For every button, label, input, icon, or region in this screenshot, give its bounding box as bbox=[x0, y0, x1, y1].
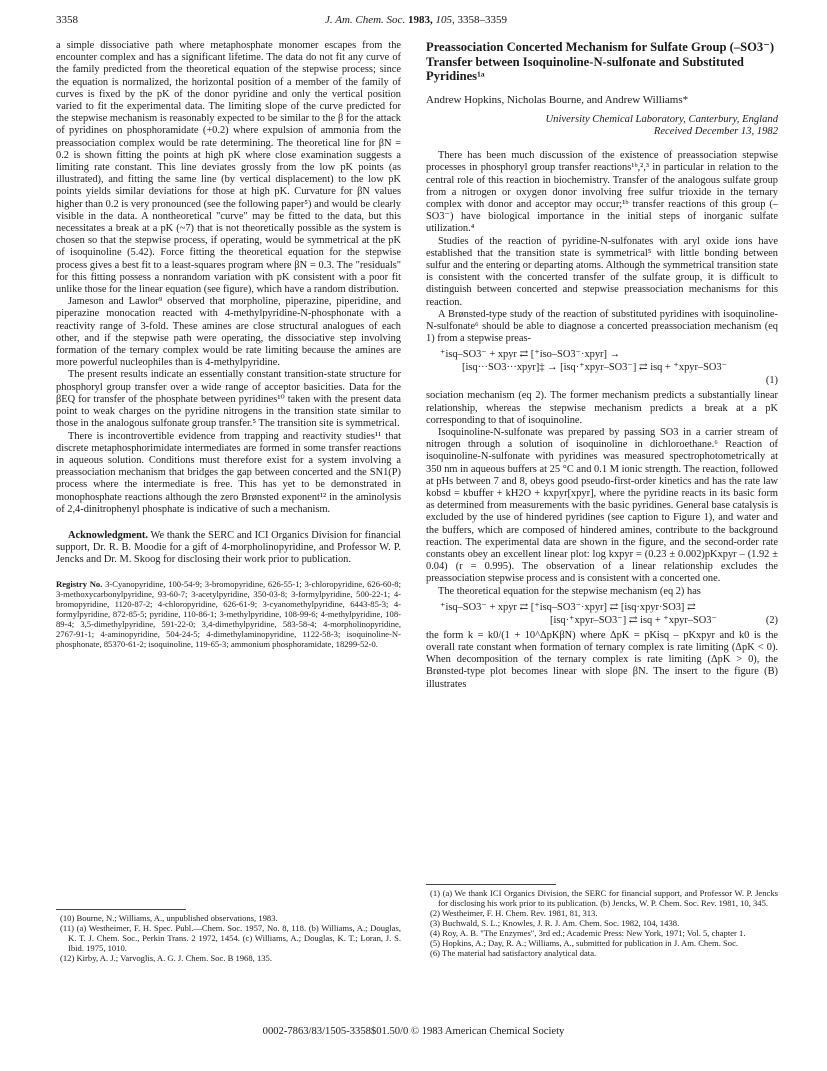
equation-1 bbox=[440, 348, 778, 387]
equation-2-line-2: [isq·⁺xpyr–SO3⁻] ⇄ isq + ⁺xpyr–SO3⁻ bbox=[550, 614, 717, 626]
right-footnotes bbox=[426, 884, 778, 958]
article-affiliation: University Chemical Laboratory, Canterbury, England bbox=[545, 113, 778, 125]
acknowledgment bbox=[56, 530, 401, 567]
right-paragraph-2: Studies of the reaction of pyridine-N-sulfonates with aryl oxide ions have established that the transition state is symmetrical⁵ with little bonding between sulfur and the entering or departing atoms. Although the symmetrical transition state is consistent with the concerted transfer of the sulfate group, it is difficult to distinguish between concerted and stepwise preassociation mechanisms for this reaction. bbox=[426, 235, 778, 308]
left-paragraph-3: The present results indicate an essentially constant transition-state structure for phosphoryl group transfer over a wide range of acceptor basicities. Data for the βEQ for transfer of the phosphate between pyridines¹⁰ taken with the present data point to weak charges on the pyridine nitrogens in the transition state similar to those in the analogous sulfonate group transfer.⁵ The transition site is symmetrical. bbox=[56, 369, 401, 430]
left-paragraph-1: a simple dissociative path where metaphosphate monomer escapes from the encounter complex and has a significant lifetime. The data do not fit any curve of the family predicted from the theoretical equation of the stepwise process; since the equation is normalized, the horizontal position of a member of the family of curves is fixed by the pK of the donor pyridine and only the vertical position varied to fit the experimental data. The limiting slope of the curve predicted for the stepwise mechanism is reasonably expected to be similar to the β for the attack of pyridines on phosphoramidate (+0.2) where expulsion of ammonia from the preassociation complex would be rate determining. The theoretical line for βN = 0.2 is shown fitting the points at high pK where close examination suggests a limiting rate constant. This line deviates grossly from the low pK points (as illustrated), and fitting the same line (by vertical displacement) to the low pK points yields similar deviations for those at high pK. Curvature for βN values higher than 0.2 is very pronounced (see the following paper⁵) and would be clearly visible in the data. A nontheoretical "curve" may be fitted to the data, but this necessitates a break at a pK (~7) that is not theoretically possible as the system is chosen so that the stepwise process, if operating, would be symmetrical at the pK of isoquinoline (5.42). Force fitting the theoretical equation for the stepwise process gives a best fit to a least-squares program where βN = 0.3. The "residuals" for this fitting possess a nonrandom variation with pK consistent with a poor fit unlike those for the linear equation (see figure), which have a random distribution. bbox=[56, 40, 401, 296]
acknowledgment-text: We thank the SERC and ICI Organics Division for financial support, Dr. R. B. Moodie for a gift of 4-morpholinopyridine, and Professor W. P. Jencks and Dr. M. Skoog for disclosing their work prior to publication. bbox=[56, 529, 401, 566]
footnote-1: (1) (a) We thank ICI Organics Division, the SERC for financial support, and Professor W. P. Jencks for disclosing his work prior to its publication. (b) Jencks, W. P. Chem. Soc. Rev. 1981, 10, 345. bbox=[430, 888, 778, 908]
footnote-3: (3) Buchwald, S. L.; Knowles, J. R. J. Am. Chem. Soc. 1982, 104, 1438. bbox=[430, 918, 680, 928]
footnote-4: (4) Roy, A. B. "The Enzymes", 3rd ed.; Academic Press: New York, 1971; Vol. 5, chapter 1. bbox=[430, 928, 746, 938]
registry-text: 3-Cyanopyridine, 100-54-9; 3-bromopyridine, 626-55-1; 3-chloropyridine, 626-60-8; 3-methoxycarbonylpyridine, 93-60-7; 3-acetylpyridine, 350-03-8; 3-formylpyridine, 500-22-1; 4-bromopyridine, 1120-87-2; 4-chloropyridine, 626-61-9; 3-cyanomethylpyridine, 6443-85-3; 4-formylpyridine, 872-85-5; pyridine, 110-86-1; 3-methylpyridine, 108-99-6; 4-methylpyridine, 108-89-4; 3,5-dimethylpyridine, 591-22-0; 3,4-dimethylpyridine, 583-58-4; 4-morpholinopyridine, 2767-91-1; 4-aminopyridine, 504-24-5; 4-dimethylaminopyridine, 1122-58-3; isoquinoline-N-phosphonate, 85370-61-2; isoquinoline, 119-65-3; ammonium phosphoramidate, 18299-52-0. bbox=[56, 578, 401, 650]
right-paragraph-5: Isoquinoline-N-sulfonate was prepared by passing SO3 in a carrier stream of nitrogen through a solution of isoquinoline in dichloroethane.⁶ Reaction of isoquinoline-N-sulfonate with pyridines was measured spectrophotometrically at 350 nm in aqueous buffers at 25 °C and 0.1 M ionic strength. The reaction, followed at pHs between 7 and 8, obeys good pseudo-first-order kinetics and has the rate law kobsd = kbuffer + kH2O + kxpyr[xpyr], where the pyridine reacts in its basic form as determined from measurements with the basic pyridines. General base catalysis is excluded by the use of hindered pyridines (see caption to Figure 1), and water and the buffers, which are composed of hindered amines, contribute to the background reaction. The experimental data are shown in the figure, and the second-order rate constants obey an excellent linear plot: log kxpyr = (0.23 ± 0.002)pKxpyr – (1.92 ± 0.04) (r = 0.995). The observation of a linear relationship excludes the preassociation stepwise process and is consistent with a concerted one. bbox=[426, 426, 778, 585]
footnote-11: (11) (a) Westheimer, F. H. Spec. Publ.—Chem. Soc. 1957, No. 8, 118. (b) Williams, A.; Douglas, K. T. J. Chem. Soc., Perkin Trans. 2 1972, 1454. (c) Williams, A.; Douglas, K. T.; Loran, J. S. Ibid. 1975, 1010. bbox=[60, 923, 401, 953]
right-column bbox=[426, 40, 778, 691]
right-paragraph-6: The theoretical equation for the stepwise mechanism (eq 2) has bbox=[438, 585, 701, 597]
page-footer: 0002-7863/83/1505-3358$01.50/0 © 1983 American Chemical Society bbox=[262, 1026, 565, 1037]
footnote-divider bbox=[56, 909, 186, 910]
equation-2 bbox=[440, 601, 778, 627]
article-authors: Andrew Hopkins, Nicholas Bourne, and Andrew Williams* bbox=[426, 93, 689, 106]
journal-pages: 3358–3359 bbox=[457, 14, 507, 26]
footnote-12: (12) Kirby, A. J.; Varvoglis, A. G. J. Chem. Soc. B 1968, 135. bbox=[60, 953, 272, 963]
journal-year: 1983, bbox=[407, 14, 433, 26]
acknowledgment-title: Acknowledgment. bbox=[68, 529, 148, 541]
equation-2-line-2-wrap bbox=[440, 614, 778, 627]
equation-1-line-1: ⁺isq–SO3⁻ + xpyr ⇄ [⁺iso–SO3⁻·xpyr] → bbox=[440, 349, 620, 361]
registry-numbers bbox=[56, 579, 401, 650]
page-number: 3358 bbox=[56, 14, 78, 26]
left-footnotes bbox=[56, 909, 401, 963]
article-title: Preassociation Concerted Mechanism for Sulfate Group (–SO3⁻) Transfer between Isoquinoline-N-sulfonate and Substituted Pyridines¹ᵃ bbox=[426, 40, 775, 83]
page-header bbox=[56, 14, 776, 30]
left-column bbox=[56, 40, 401, 649]
left-paragraph-2: Jameson and Lawlor⁹ observed that morpholine, piperazine, piperidine, and piperazine monocation reacted with 4-methylpyridine-N-phosphonate with a reactivity range of 3-fold. These amines are close structural analogues of each other, and if the stepwise path were operating, the dissociative step involving formation of the ternary complex would be rate limiting because the amines are more powerful nucleophiles than is 4-methylpyridine. bbox=[56, 296, 401, 369]
footnote-10: (10) Bourne, N.; Williams, A., unpublished observations, 1983. bbox=[60, 913, 278, 923]
journal-reference bbox=[56, 14, 776, 26]
left-paragraph-4: There is incontrovertible evidence from trapping and reactivity studies¹¹ that discrete metaphosphorimidate intermediates are formed in some transfer reactions in aqueous solution. Conditions must therefore exist for a system involving a preassociation mechanism that bridges the gap between concerted and the SN1(P) process where the intermediate is free. This has yet to be demonstrated in monophosphate reactions although the zero Brønsted exponent¹² in the aminolysis of 2,4-dinitrophenyl phosphate is indicative of such a mechanism. bbox=[56, 430, 401, 515]
footnote-divider bbox=[426, 884, 556, 885]
equation-1-line-2: [isq···SO3···xpyr]‡ → [isq·⁺xpyr–SO3⁻] ⇄ isq + ⁺xpyr–SO3⁻ bbox=[462, 362, 728, 374]
right-paragraph-1: There has been much discussion of the existence of preassociation stepwise processes in phosphoryl group transfer reactions¹ᵇ,²,³ in particular in relation to the central role of this reaction in biochemistry. Transfer of the analogous sulfate group from a nitrogen or oxygen donor involving free sulfur trioxide in the ternary complex with donor and acceptor may occur;¹ᵇ transfer reactions of this group (–SO3⁻) have biological importance in the initial steps of inorganic sulfate utilization.⁴ bbox=[426, 150, 778, 235]
registry-title: Registry No. bbox=[56, 578, 103, 589]
equation-2-line-1: ⁺isq–SO3⁻ + xpyr ⇄ [⁺isq–SO3⁻·xpyr] ⇄ [isq·xpyr·SO3] ⇄ bbox=[440, 601, 696, 613]
equation-2-number: (2) bbox=[765, 614, 778, 626]
article-received: Received December 13, 1982 bbox=[653, 125, 778, 137]
right-paragraph-3: A Brønsted-type study of the reaction of substituted pyridines with isoquinoline-N-sulfonate⁶ should be able to diagnose a concerted preassociation mechanism (eq 1) from a stepwise preas- bbox=[426, 308, 778, 345]
footnote-6: (6) The material had satisfactory analytical data. bbox=[430, 948, 597, 958]
right-paragraph-7: the form k = k0/(1 + 10^ΔpKβN) where ΔpK = pKisq – pKxpyr and k0 is the overall rate constant when formation of ternary complex is rate limiting (ΔpK < 0). When decomposition of the ternary complex is rate limiting (ΔpK > 0), the Brønsted-type plot becomes linear with slope βN. The insert to the figure (B) illustrates bbox=[426, 629, 778, 690]
right-paragraph-4: sociation mechanism (eq 2). The former mechanism predicts a substantially linear relationship, whereas the stepwise mechanism predicts a break at a pK corresponding to that of isoquinoline. bbox=[426, 390, 778, 426]
equation-1-number: (1) bbox=[765, 375, 778, 387]
journal-volume: 105, bbox=[435, 14, 455, 26]
footnote-5: (5) Hopkins, A.; Day, R. A.; Williams, A., submitted for publication in J. Am. Chem. Soc. bbox=[430, 938, 739, 948]
footnote-2: (2) Westheimer, F. H. Chem. Rev. 1981, 81, 313. bbox=[430, 908, 598, 918]
journal-name: J. Am. Chem. Soc. bbox=[325, 14, 406, 26]
